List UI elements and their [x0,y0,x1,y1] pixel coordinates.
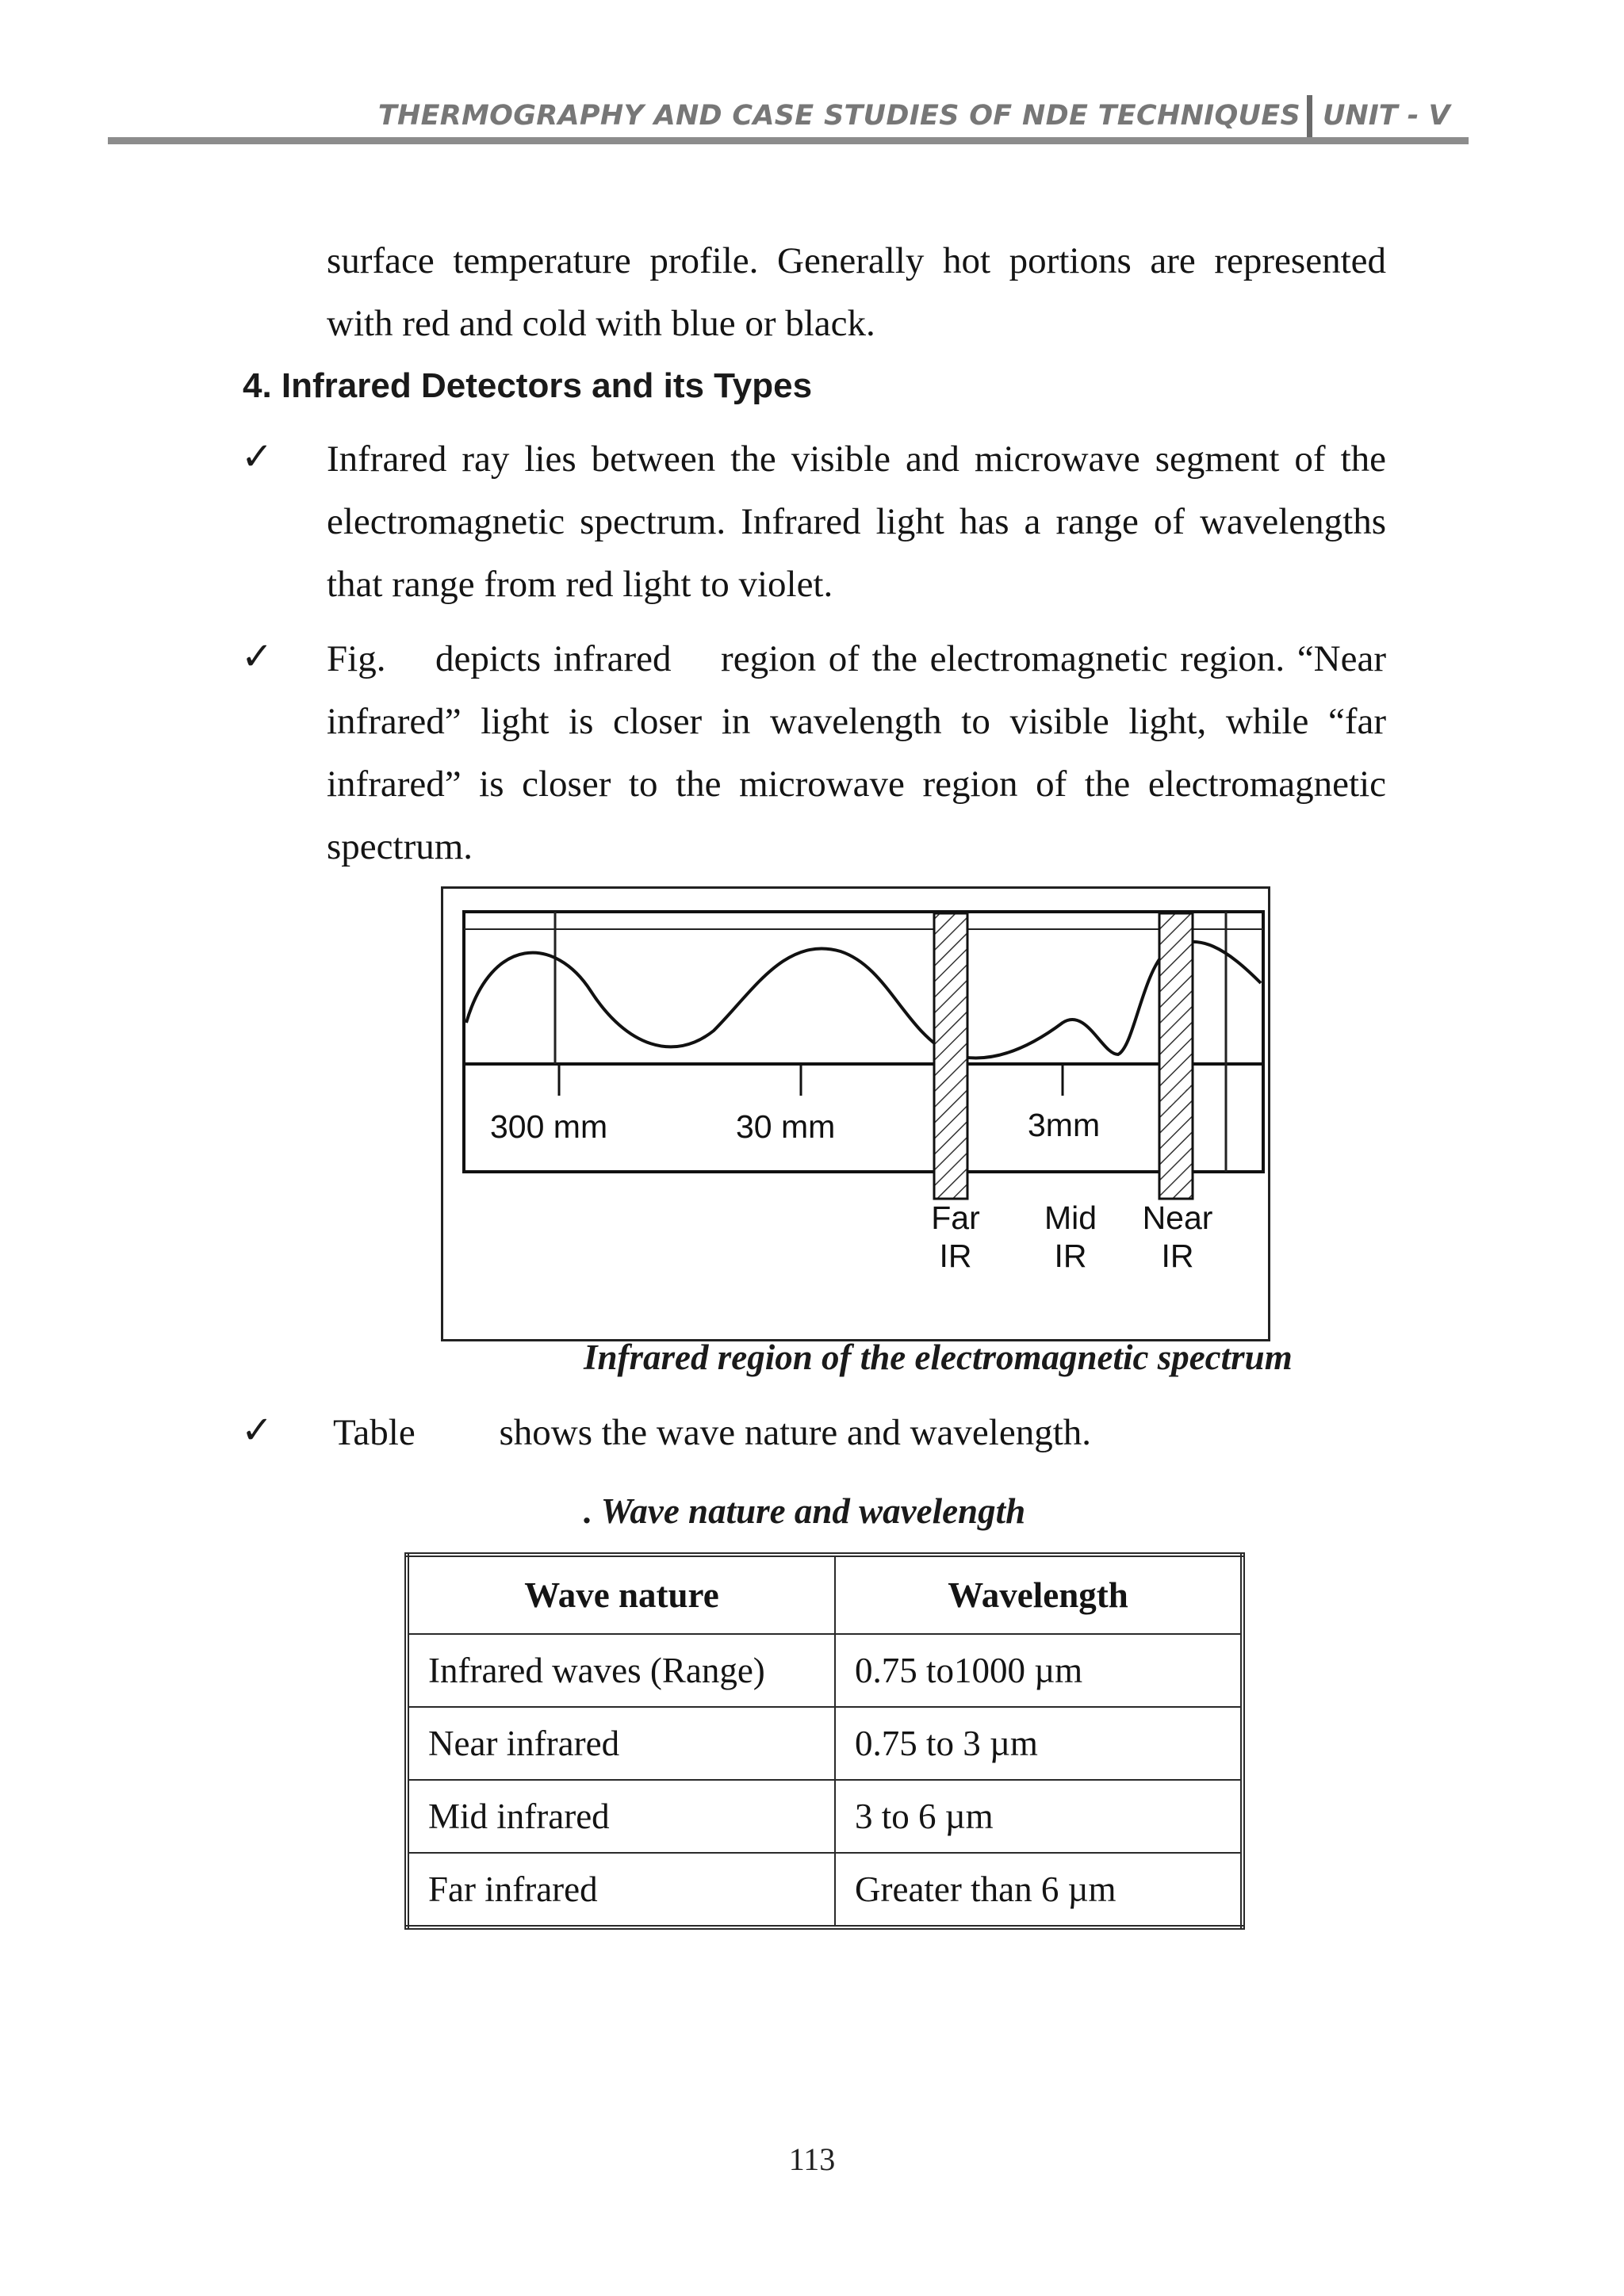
far-ir-band [934,913,967,1199]
table-row [407,1707,1243,1780]
bullet-paragraph-3: Table shows the wave nature and wavelength. [333,1412,1091,1453]
table-cell: 0.75 to1000 µm [835,1634,1243,1707]
wave-nature-table [404,1552,1245,1930]
running-header-unit: UNIT - V [1323,100,1450,132]
table-cell: 3 to 6 µm [835,1780,1243,1853]
table-title: . Wave nature and wavelength [584,1491,1026,1531]
table-header-wavelength: Wavelength [835,1555,1243,1634]
page-number: 113 [788,2141,836,2177]
near-ir-label: Near IR [1142,1200,1213,1274]
table-cell: Greater than 6 µm [835,1853,1243,1927]
running-header-title: THERMOGRAPHY AND CASE STUDIES OF NDE TECHNIQUES [377,100,1300,132]
bullet-paragraph-1: Infrared ray lies between the visible and microwave segment of the electromagnetic spectrum. Infrared light has a range of wavelengths that range from red light to violet. [327,438,1386,605]
table-row [407,1853,1243,1927]
mid-ir-label: Mid IR [1044,1200,1097,1274]
scale-label-3mm: 3mm [1028,1107,1101,1143]
section-heading: 4. Infrared Detectors and its Types [243,366,813,405]
near-ir-band [1159,913,1193,1199]
figure-caption: Infrared region of the electromagnetic spectrum [584,1337,1293,1377]
table-cell: Infrared waves (Range) [407,1634,835,1707]
table-header-row [407,1555,1243,1634]
check-mark-icon: ✓ [241,634,274,679]
table-header-wave-nature: Wave nature [407,1555,835,1634]
table-row [407,1634,1243,1707]
scale-label-30mm: 30 mm [736,1108,836,1145]
intro-paragraph: surface temperature profile. Generally hot portions are represented with red and cold with blue or black. [327,240,1386,344]
table-cell: 0.75 to 3 µm [835,1707,1243,1780]
bullet-paragraph-2: Fig. depicts infrared region of the electromagnetic region. “Near infrared” light is closer in wavelength to visible light, while “far infrared” is closer to the microwave region of the electromagnetic spectrum. [327,638,1386,867]
table-row [407,1780,1243,1853]
table-cell: Mid infrared [407,1780,835,1853]
sine-wave [466,942,1261,1058]
table-cell: Near infrared [407,1707,835,1780]
scale-label-300mm: 300 mm [490,1108,608,1145]
table-cell: Far infrared [407,1853,835,1927]
check-mark-icon: ✓ [241,1408,274,1452]
check-mark-icon: ✓ [241,434,274,479]
far-ir-label: Far IR [931,1200,980,1274]
